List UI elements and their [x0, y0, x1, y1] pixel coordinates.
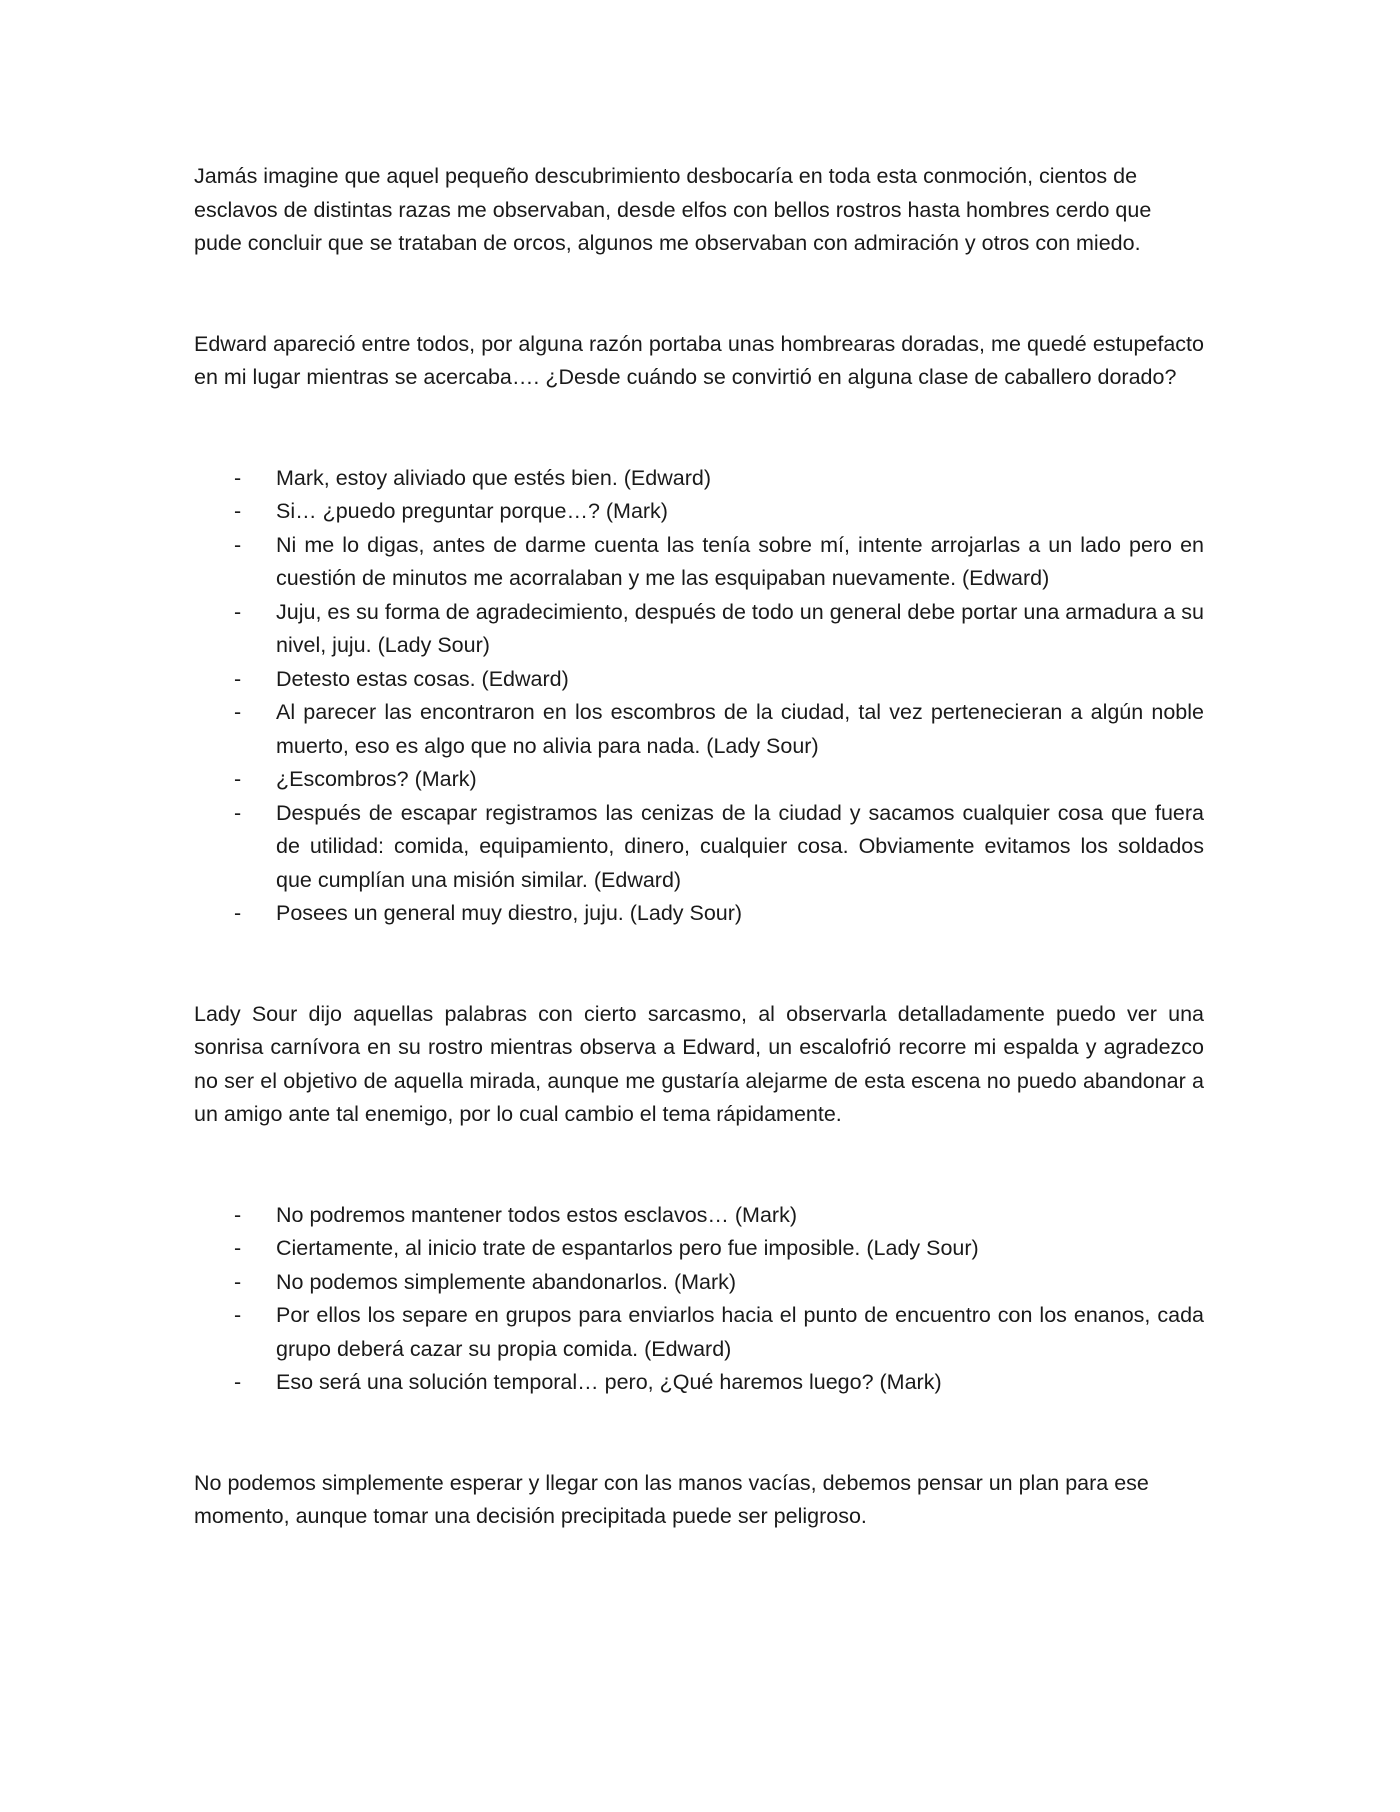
spacer — [194, 1400, 1204, 1467]
paragraph-2: Edward apareció entre todos, por alguna razón portaba unas hombrearas doradas, me quedé estupefacto en mi lugar mientras se acercaba…. ¿Desde cuándo se convirtió en alguna clase de caballero dorado? — [194, 331, 1204, 389]
dialogue-line — [194, 462, 1204, 496]
dash-bullet: - — [234, 1236, 242, 1260]
dash-bullet: - — [234, 901, 242, 925]
dialogue-line — [194, 1299, 1204, 1366]
document-page — [194, 160, 1204, 1534]
dialogue-text: Detesto estas cosas. (Edward) — [276, 666, 569, 691]
dialogue-text: ¿Escombros? (Mark) — [276, 767, 477, 791]
dash-bullet: - — [234, 800, 242, 825]
dialogue-text: Ni me lo digas, antes de darme cuenta las tenía sobre mí, intente arrojarlas a un lado pero en cuestión de minutos me acorralaban y me las esquipaban nuevamente. (Edward) — [276, 532, 1204, 590]
dialogue-line — [194, 1199, 1204, 1233]
spacer — [194, 395, 1204, 462]
dash-bullet: - — [234, 1269, 242, 1294]
dash-bullet: - — [234, 465, 242, 490]
dialogue-text: Por ellos los separe en grupos para enviarlos hacia el punto de encuentro con los enanos, cada grupo deberá cazar su propia comida. (Edward) — [276, 1303, 1204, 1361]
dialogue-line — [194, 529, 1204, 596]
dialogue-text: No podemos simplemente abandonarlos. (Mark) — [276, 1269, 737, 1294]
dialogue-list-2 — [194, 1199, 1204, 1400]
spacer — [194, 261, 1204, 328]
dialogue-text: Juju, es su forma de agradecimiento, después de todo un general debe portar una armadura a su nivel, juju. (Lady Sour) — [276, 599, 1204, 657]
dialogue-line — [194, 797, 1204, 898]
dash-bullet: - — [234, 666, 242, 691]
dash-bullet: - — [234, 532, 242, 557]
dialogue-text: Eso será una solución temporal… pero, ¿Qué haremos luego? (Mark) — [276, 1370, 942, 1394]
paragraph-3: Lady Sour dijo aquellas palabras con cierto sarcasmo, al observarla detalladamente puedo ver una sonrisa carnívora en su rostro mientras observa a Edward, un escalofrió recorre mi espalda y agradezco no ser el objetivo de aquella mirada, aunque me gustaría alejarme de esta escena no puedo abandonar a un amigo ante tal enemigo, por lo cual cambio el tema rápidamente. — [194, 1001, 1204, 1126]
dash-bullet: - — [234, 599, 242, 624]
dialogue-text: No podremos mantener todos estos esclavos… (Mark) — [276, 1202, 797, 1227]
dialogue-text: Posees un general muy diestro, juju. (Lady Sour) — [276, 901, 743, 925]
spacer — [194, 931, 1204, 998]
paragraph-4: No podemos simplemente esperar y llegar con las manos vacías, debemos pensar un plan para ese momento, aunque tomar una decisión precipitada puede ser peligroso. — [194, 1470, 1149, 1528]
dash-bullet: - — [234, 499, 242, 523]
dash-bullet: - — [234, 700, 242, 724]
dash-bullet: - — [234, 767, 242, 791]
dialogue-text: Al parecer las encontraron en los escombros de la ciudad, tal vez pertenecieran a algún noble muerto, eso es algo que no alivia para nada. (Lady Sour) — [276, 700, 1204, 758]
dialogue-line — [194, 1232, 1204, 1266]
dialogue-line — [194, 663, 1204, 697]
dialogue-text: Ciertamente, al inicio trate de espantarlos pero fue imposible. (Lady Sour) — [276, 1236, 979, 1260]
dialogue-text: Mark, estoy aliviado que estés bien. (Edward) — [276, 465, 711, 490]
paragraph-1: Jamás imagine que aquel pequeño descubrimiento desbocaría en toda esta conmoción, cientos de esclavos de distintas razas me observaban, desde elfos con bellos rostros hasta hombres cerdo que pude concluir que se trataban de orcos, algunos me observaban con admiración y otros con miedo. — [194, 164, 1152, 255]
spacer — [194, 1132, 1204, 1199]
dialogue-line — [194, 495, 1204, 529]
dash-bullet: - — [234, 1303, 242, 1327]
dialogue-line — [194, 1366, 1204, 1400]
dialogue-line — [194, 1266, 1204, 1300]
dialogue-text: Si… ¿puedo preguntar porque…? (Mark) — [276, 499, 668, 523]
dialogue-list-1 — [194, 462, 1204, 931]
dialogue-line — [194, 696, 1204, 763]
dialogue-line — [194, 763, 1204, 797]
dash-bullet: - — [234, 1370, 242, 1394]
dialogue-text: Después de escapar registramos las cenizas de la ciudad y sacamos cualquier cosa que fuera de utilidad: comida, equipamiento, dinero, cualquier cosa. Obviamente evitamos los soldados que cumplían una misión similar. (Edward) — [276, 800, 1204, 892]
dash-bullet: - — [234, 1202, 242, 1227]
dialogue-line — [194, 596, 1204, 663]
dialogue-line — [194, 897, 1204, 931]
